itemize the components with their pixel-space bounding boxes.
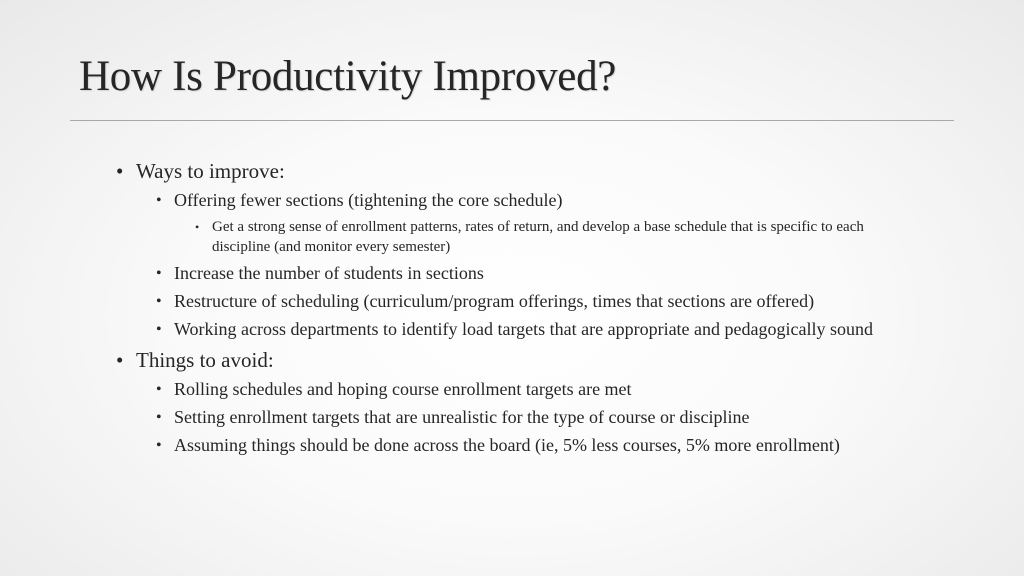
list-item-text: Rolling schedules and hoping course enrollment targets are met [174,379,632,399]
section-heading: Things to avoid: [136,348,274,372]
sub-list-item-text: Get a strong sense of enrollment patterns, rates of return, and develop a base schedule that is specific to each discipline (and monitor every semester) [212,219,864,255]
slide-title: How Is Productivity Improved? [79,53,617,100]
bullet-icon: • [156,437,162,454]
list-item-text: Setting enrollment targets that are unrealistic for the type of course or discipline [174,407,750,427]
list-item-text: Increase the number of students in sections [174,263,484,283]
list-item-text: Restructure of scheduling (curriculum/program offerings, times that sections are offered) [174,291,815,311]
section-things-to-avoid [116,347,1024,373]
list-item [156,318,934,341]
list-item [156,290,934,313]
list-item-text: Assuming things should be done across the board (ie, 5% less courses, 5% more enrollment) [174,435,840,455]
sub-list-item [195,217,922,257]
bullet-icon: • [116,159,124,183]
bullet-icon: • [156,381,162,398]
section-heading: Ways to improve: [136,159,285,183]
list-item [156,434,934,457]
bullet-icon: • [195,220,200,234]
bullet-icon: • [156,409,162,426]
list-item [156,262,934,285]
list-item-text: Working across departments to identify load targets that are appropriate and pedagogically sound [174,319,874,339]
list-item [156,378,934,401]
list-item [156,189,934,212]
bullet-icon: • [116,348,124,372]
bullet-list [0,158,1024,457]
bullet-icon: • [156,192,162,209]
slide-body [0,158,1024,457]
bullet-icon: • [156,265,162,282]
list-item [156,406,934,429]
list-item-text: Offering fewer sections (tightening the core schedule) [174,190,563,210]
section-ways-to-improve [116,158,1024,184]
bullet-icon: • [156,293,162,310]
title-divider [70,120,954,121]
bullet-icon: • [156,321,162,338]
